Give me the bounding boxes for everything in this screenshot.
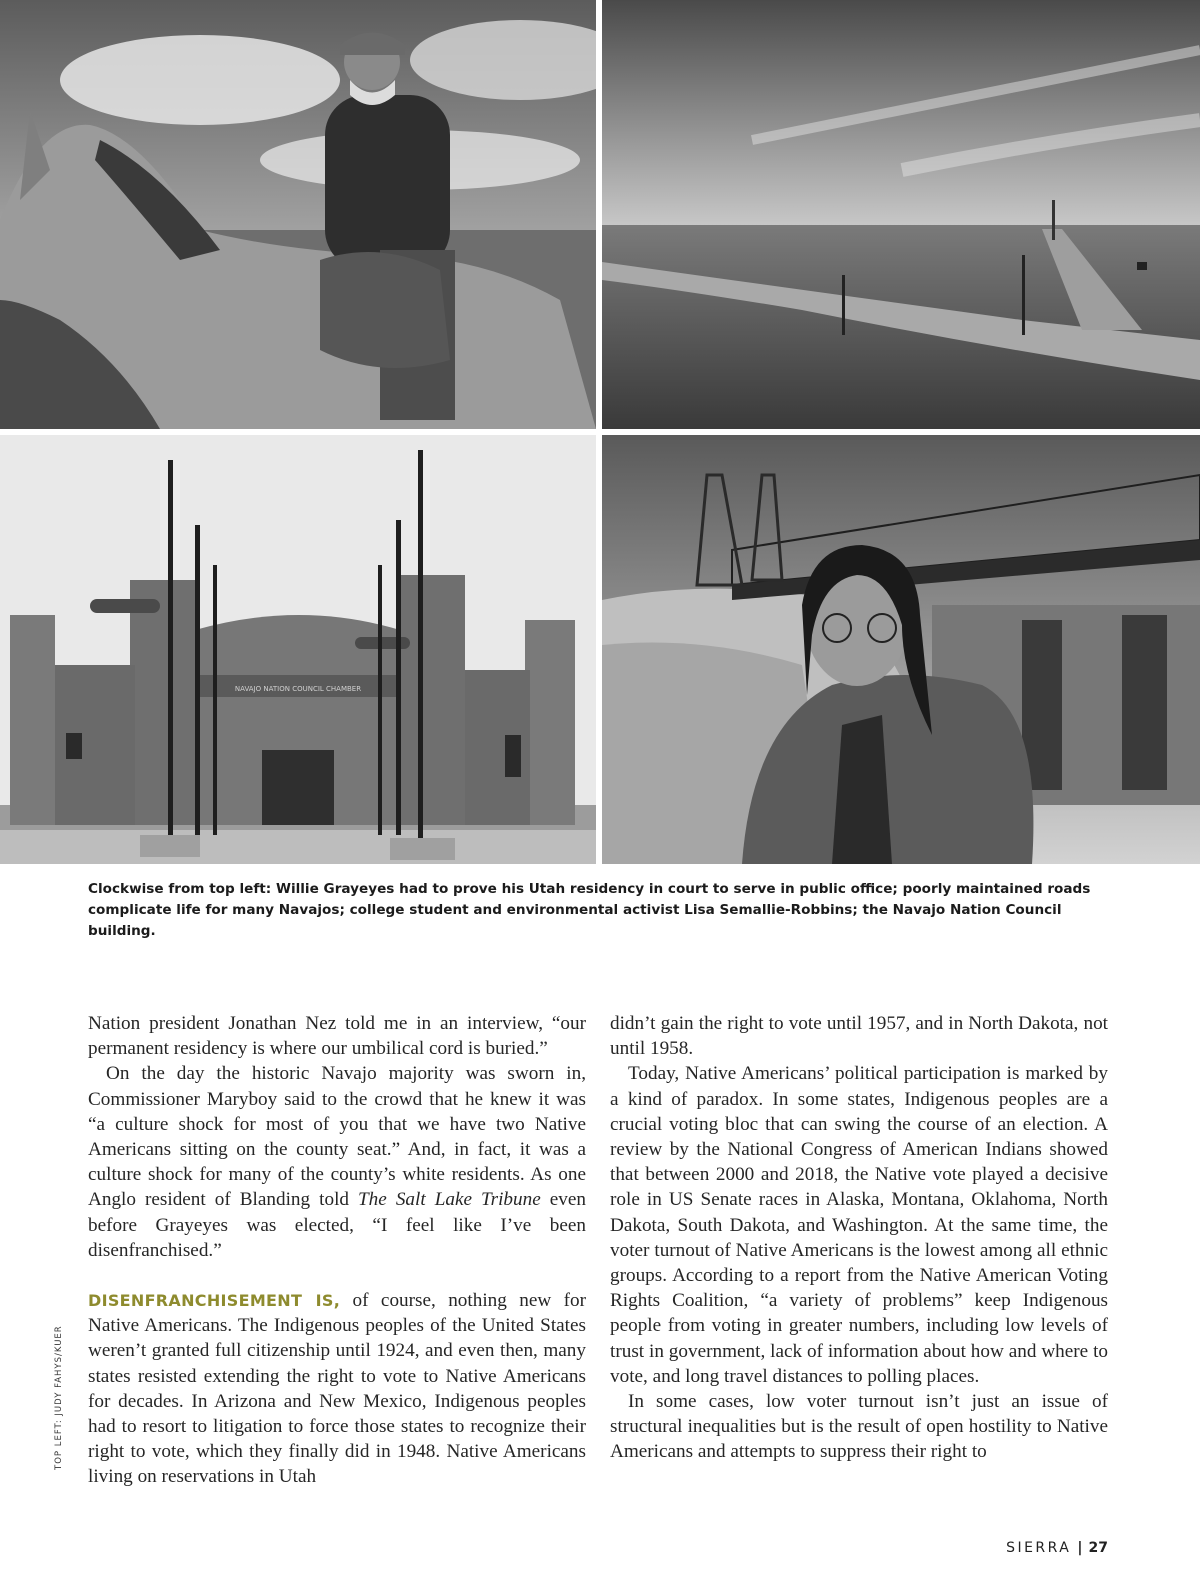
- article-column-left: [88, 1011, 586, 1490]
- paragraph: Today, Native Americans’ political participation is marked by a kind of paradox. In some states, Indigenous peoples are a crucial voting bloc that can swing the course of an election. A review by the National Congress of American Indians showed that between 2000 and 2018, the Native vote played a decisive role in US Senate races in Alaska, Montana, Oklahoma, North Dakota, South Dakota, and Washington. At the same time, the voter turnout of Native Americans is the lowest among all ethnic groups. According to a report from the Native American Voting Rights Coalition, “a variety of problems” keep Indigenous people from voting in greater numbers, including low levels of trust in government, lack of information about how and where to vote, and long travel distances to polling places.: [610, 1063, 1108, 1387]
- photo-caption: Clockwise from top left: Willie Grayeyes had to prove his Utah residency in court to serve in public office; poorly maintained roads complicate life for many Navajos; college student and environmental activist Lisa Semallie-Robbins; the Navajo Nation Council building.: [88, 881, 1091, 939]
- article-column-right: [610, 1011, 1108, 1465]
- footer-separator: |: [1077, 1540, 1083, 1556]
- photo-navajo-nation-council-building: [0, 435, 596, 864]
- paragraph: On the day the historic Navajo majority was sworn in, Commissioner Maryboy said to the crowd that he knew it was “a culture shock for most of you that we have two Native Americans sitting on the county seat.” And, in fact, it was a culture shock for many of the county’s white residents. As one Anglo resident of Blanding told The Salt Lake Tribune even before Grayeyes was elected, “I feel like I’ve been disenfranchised.”: [88, 1063, 586, 1261]
- publication-title: The Salt Lake Tribune: [358, 1189, 541, 1211]
- magazine-name: SIERRA: [1006, 1540, 1072, 1556]
- paragraph: Nation president Jonathan Nez told me in an interview, “our permanent residency is where our umbilical cord is buried.”: [88, 1013, 586, 1060]
- photo-credit: TOP LEFT: JUDY FAHYS/KUER: [54, 1325, 64, 1470]
- photo-willie-grayeyes: [0, 0, 596, 429]
- photo-dirt-road: [602, 0, 1200, 429]
- page-footer: [1006, 1540, 1108, 1556]
- photo-lisa-semallie-robbins: [602, 435, 1200, 864]
- paragraph: In some cases, low voter turnout isn’t just an issue of structural inequalities but is the result of open hostility to Native Americans and attempts to suppress their right to: [610, 1391, 1108, 1463]
- paragraph: didn’t gain the right to vote until 1957, and in North Dakota, not until 1958.: [610, 1013, 1108, 1060]
- section-lead-in: DISENFRANCHISEMENT IS,: [88, 1291, 341, 1311]
- council-building-sign: NAVAJO NATION COUNCIL CHAMBER: [234, 685, 362, 693]
- page-number: 27: [1088, 1540, 1108, 1556]
- paragraph: DISENFRANCHISEMENT IS, of course, nothing new for Native Americans. The Indigenous peoples of the United States weren’t granted full citizenship until 1924, and even then, many states resisted extending the right to vote to Native Americans for decades. In Arizona and New Mexico, Indigenous peoples had to resort to litigation to force those states to recognize their right to vote, which they finally did in 1948. Native Americans living on reservations in Utah: [88, 1290, 586, 1488]
